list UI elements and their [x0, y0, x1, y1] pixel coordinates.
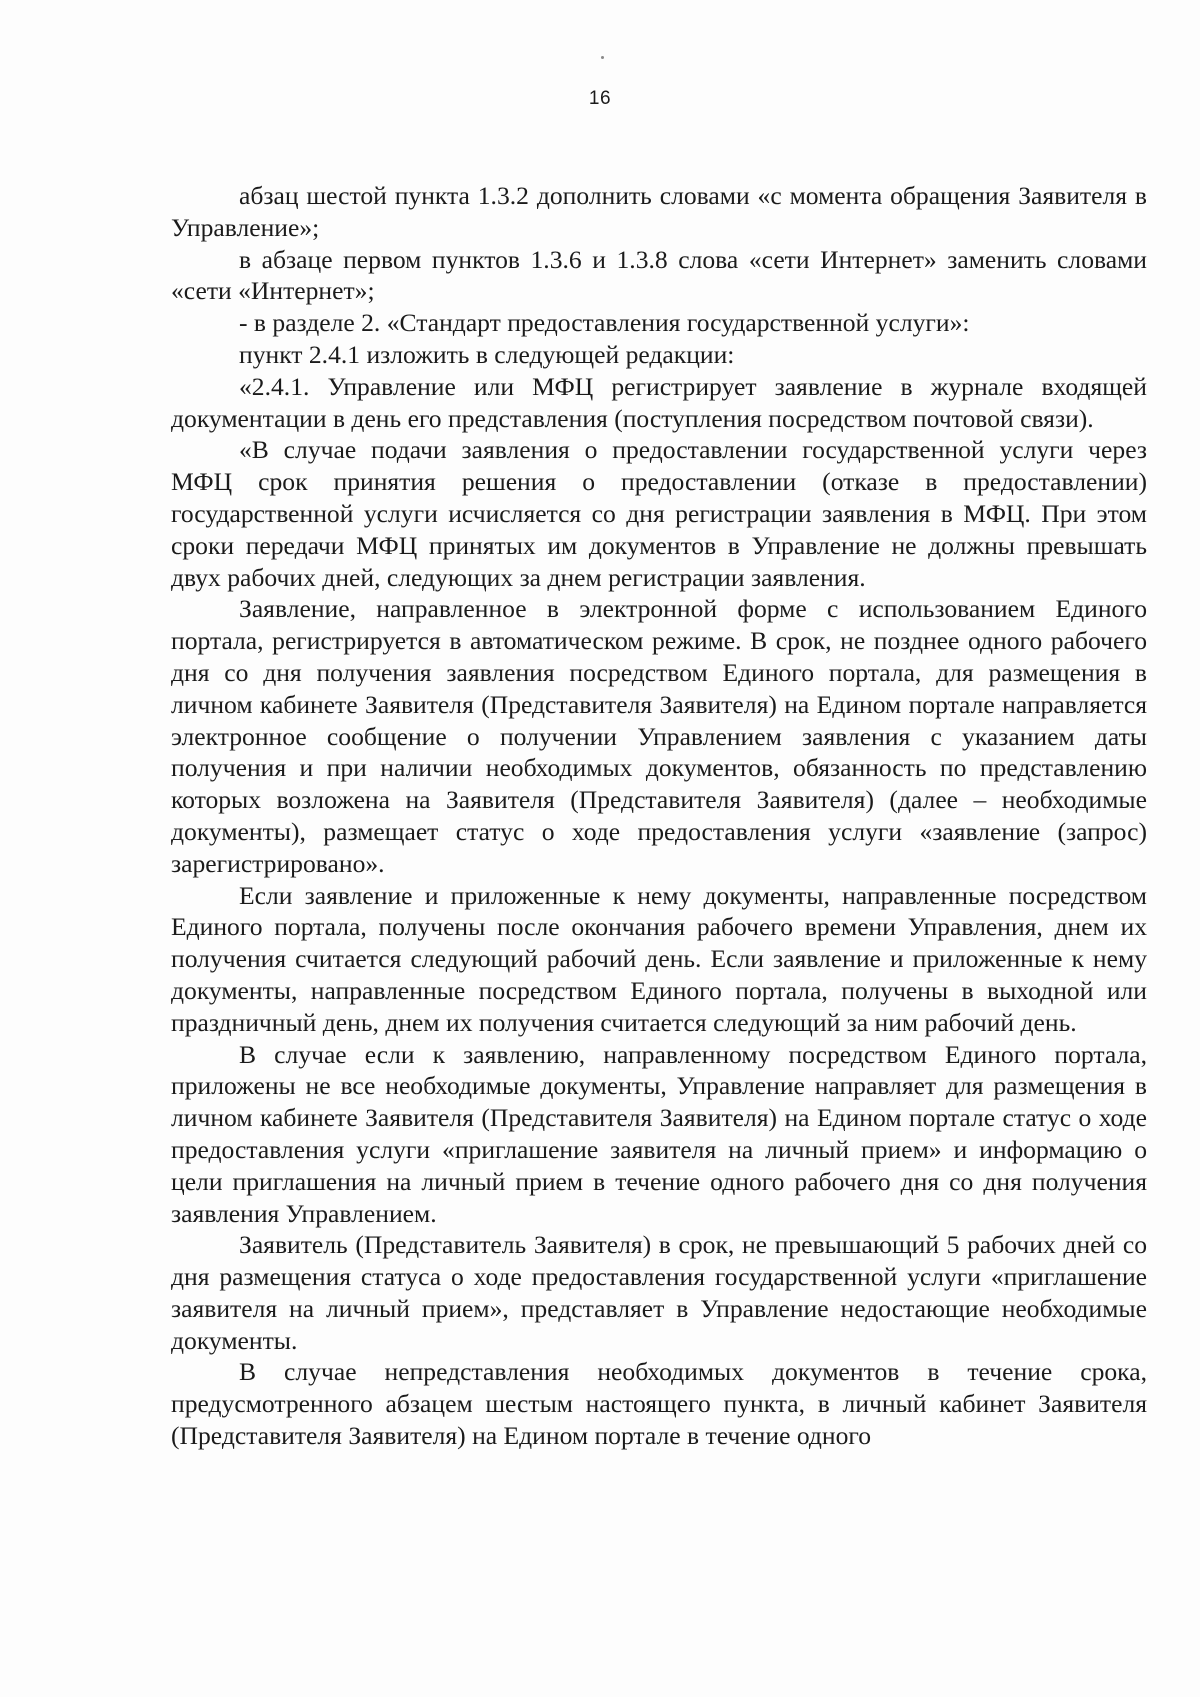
document-body [171, 180, 1147, 1452]
paragraph: Если заявление и приложенные к нему документы, направленные посредством Единого портала, получены после окончания рабочего времени Управления, днем их получения считается следующий рабочий день. Если заявление и приложенные к нему документы, направленные посредством Единого портала, получены в выходной или праздничный день, днем их получения считается следующий за ним рабочий день. [171, 880, 1147, 1037]
paragraph: «В случае подачи заявления о предоставлении государственной услуги через МФЦ срок принятия решения о предоставлении (отказе в предоставлении) государственной услуги исчисляется со дня регистрации заявления в МФЦ. При этом сроки передачи МФЦ принятых им документов в Управление не должны превышать двух рабочих дней, следующих за днем регистрации заявления. [171, 435, 1147, 592]
paragraph: Заявление, направленное в электронной форме с использованием Единого портала, регистрируется в автоматическом режиме. В срок, не позднее одного рабочего дня со дня получения заявления посредством Единого портала, для размещения в личном кабинете Заявителя (Представителя Заявителя) на Едином портале направляется электронное сообщение о получении Управлением заявления с указанием даты получения и при наличии необходимых документов, обязанность по представлению которых возложена на Заявителя (Представителя Заявителя) (далее – необходимые документы), размещает статус о ходе предоставления услуги «заявление (запрос) зарегистрировано». [171, 594, 1147, 878]
paragraph: пункт 2.4.1 изложить в следующей редакции: [239, 339, 735, 369]
paragraph: «2.4.1. Управление или МФЦ регистрирует заявление в журнале входящей документации в день его представления (поступления посредством почтовой связи). [171, 371, 1147, 433]
paragraph: Заявитель (Представитель Заявителя) в срок, не превышающий 5 рабочих дней со дня размещения статуса о ходе предоставления государственной услуги «приглашение заявителя на личный прием», представляет в Управление недостающие необходимые документы. [171, 1230, 1147, 1355]
paragraph: В случае непредставления необходимых документов в течение срока, предусмотренного абзацем шестым настоящего пункта, в личный кабинет Заявителя (Представителя Заявителя) на Едином портале в течение одного [171, 1357, 1147, 1451]
paragraph: В случае если к заявлению, направленному посредством Единого портала, приложены не все необходимые документы, Управление направляет для размещения в личном кабинете Заявителя (Представителя Заявителя) на Едином портале статус о ходе предоставления услуги «приглашение заявителя на личный прием» и информацию о цели приглашения на личный прием в течение одного рабочего дня со дня получения заявления Управлением. [171, 1039, 1147, 1228]
paragraph: в абзаце первом пунктов 1.3.6 и 1.3.8 слова «сети Интернет» заменить словами «сети «Интернет»; [171, 244, 1147, 306]
paragraph: - в разделе 2. «Стандарт предоставления государственной услуги»: [239, 308, 970, 338]
scan-artifact-dot [601, 56, 604, 59]
page-number: 16 [588, 88, 612, 109]
paragraph: абзац шестой пункта 1.3.2 дополнить словами «с момента обращения Заявителя в Управление»; [171, 181, 1147, 242]
